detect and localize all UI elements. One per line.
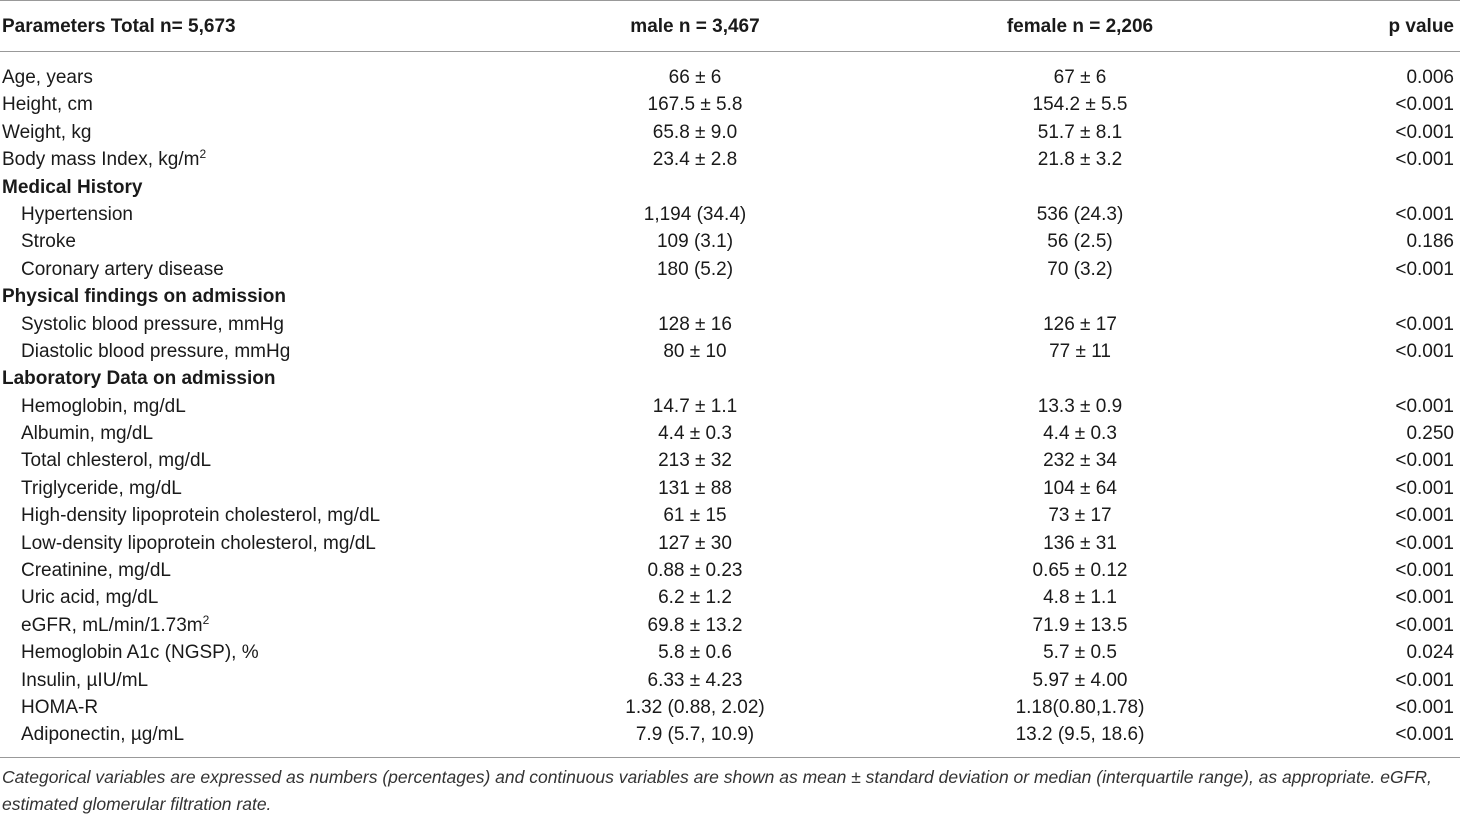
parameter-cell (21, 612, 209, 639)
table-row (0, 502, 1460, 529)
p-value-cell: <0.001 (1395, 94, 1454, 116)
female-value-cell: 51.7 ± 8.1 (1037, 121, 1123, 143)
parameter-label: Adiponectin, µg/mL (21, 724, 185, 746)
female-value-cell: 70 (3.2) (1047, 258, 1113, 280)
parameter-cell (21, 338, 290, 365)
parameter-label: High-density lipoprotein cholesterol, mg/dL (21, 505, 381, 527)
female-value-cell: 77 ± 11 (1049, 340, 1111, 362)
table-row (0, 338, 1460, 365)
table-row (0, 420, 1460, 447)
parameter-cell (2, 146, 206, 173)
table-row (0, 667, 1460, 694)
p-value-cell: 0.250 (1406, 423, 1454, 445)
parameter-label: Hemoglobin, mg/dL (21, 395, 186, 417)
female-value-cell: 13.3 ± 0.9 (1037, 395, 1123, 417)
p-value-cell: <0.001 (1395, 724, 1454, 746)
female-value-cell: 104 ± 64 (1043, 477, 1117, 499)
section-title: Physical findings on admission (2, 286, 286, 308)
p-value-cell: <0.001 (1395, 450, 1454, 472)
p-value-cell: <0.001 (1395, 560, 1454, 582)
section-title: Medical History (2, 176, 143, 198)
parameter-cell (2, 64, 93, 91)
parameter-label: Uric acid, mg/dL (21, 587, 159, 609)
parameter-cell (21, 447, 211, 474)
p-value-cell: <0.001 (1395, 340, 1454, 362)
parameter-label: Coronary artery disease (21, 258, 224, 280)
male-value-cell: 167.5 ± 5.8 (647, 94, 743, 116)
parameter-cell (21, 311, 284, 338)
female-value-cell: 4.8 ± 1.1 (1043, 587, 1117, 609)
parameter-label: Height, cm (2, 94, 93, 116)
table-row (0, 311, 1460, 338)
p-value-cell: <0.001 (1395, 614, 1454, 636)
parameter-label: Triglyceride, mg/dL (21, 477, 182, 499)
male-value-cell: 180 (5.2) (656, 258, 734, 280)
p-value-cell: <0.001 (1395, 313, 1454, 335)
male-value-cell: 66 ± 6 (668, 67, 722, 88)
parameter-label: Weight, kg (2, 121, 92, 143)
table-header-row (0, 0, 1460, 52)
table-row (0, 393, 1460, 420)
p-value-cell: <0.001 (1395, 477, 1454, 499)
p-value-cell: <0.001 (1395, 505, 1454, 527)
p-value-cell: 0.006 (1406, 67, 1454, 88)
female-value-cell: 126 ± 17 (1043, 313, 1117, 335)
parameter-cell (21, 475, 182, 502)
superscript: 2 (199, 147, 207, 162)
female-value-cell: 13.2 (9.5, 18.6) (1015, 724, 1145, 746)
parameter-cell (21, 584, 158, 611)
parameter-cell (21, 694, 98, 721)
female-value-cell: 536 (24.3) (1036, 203, 1124, 225)
table-row (0, 475, 1460, 502)
p-value-cell: <0.001 (1395, 696, 1454, 718)
male-value-cell: 5.8 ± 0.6 (658, 642, 732, 664)
male-value-cell: 6.2 ± 1.2 (658, 587, 732, 609)
parameter-label: Stroke (21, 231, 76, 253)
female-value-cell: 73 ± 17 (1048, 505, 1112, 527)
parameter-cell (21, 201, 133, 228)
table-row (0, 64, 1460, 91)
table-row (0, 639, 1460, 666)
parameter-label: Systolic blood pressure, mmHg (21, 313, 284, 335)
female-value-cell: 232 ± 34 (1043, 450, 1117, 472)
p-value-cell: <0.001 (1395, 669, 1454, 691)
parameter-label: Insulin, µIU/mL (21, 669, 149, 691)
table-row (0, 201, 1460, 228)
female-value-cell: 71.9 ± 13.5 (1032, 614, 1128, 636)
section-header-row (0, 365, 1460, 392)
parameter-label: HOMA-R (21, 696, 99, 718)
male-value-cell: 80 ± 10 (663, 340, 727, 362)
parameter-cell (2, 119, 91, 146)
male-value-cell: 213 ± 32 (658, 450, 732, 472)
table-bottom-rule (0, 757, 1460, 758)
parameter-label: Hemoglobin A1c (NGSP), % (21, 642, 259, 664)
male-value-cell: 1,194 (34.4) (643, 203, 747, 225)
parameter-cell (2, 91, 93, 118)
header-male: male n = 3,467 (630, 16, 760, 37)
female-value-cell: 5.7 ± 0.5 (1043, 642, 1117, 664)
parameter-label: Diastolic blood pressure, mmHg (21, 340, 291, 362)
section-header-row (0, 174, 1460, 201)
parameter-label: Body mass Index, kg/m (2, 149, 200, 171)
p-value-cell: <0.001 (1395, 203, 1454, 225)
female-value-cell: 4.4 ± 0.3 (1043, 423, 1117, 445)
table-row (0, 584, 1460, 611)
p-value-cell: <0.001 (1395, 587, 1454, 609)
parameter-label: Low-density lipoprotein cholesterol, mg/dL (21, 532, 376, 554)
male-value-cell: 23.4 ± 2.8 (652, 149, 738, 171)
table-row (0, 447, 1460, 474)
female-value-cell: 154.2 ± 5.5 (1032, 94, 1128, 116)
superscript: 2 (202, 612, 210, 627)
parameter-cell (21, 256, 224, 283)
section-header-row (0, 283, 1460, 310)
female-value-cell: 0.65 ± 0.12 (1032, 560, 1128, 582)
table-row (0, 228, 1460, 255)
table-row (0, 91, 1460, 118)
male-value-cell: 69.8 ± 13.2 (647, 614, 743, 636)
male-value-cell: 14.7 ± 1.1 (652, 395, 738, 417)
parameter-cell (21, 502, 380, 529)
p-value-cell: 0.186 (1406, 231, 1454, 253)
parameter-cell (21, 420, 153, 447)
table-row (0, 721, 1460, 748)
male-value-cell: 127 ± 30 (658, 532, 732, 554)
p-value-cell: <0.001 (1395, 258, 1454, 280)
parameter-label: Total chlesterol, mg/dL (21, 450, 212, 472)
male-value-cell: 128 ± 16 (658, 313, 732, 335)
p-value-cell: <0.001 (1395, 532, 1454, 554)
female-value-cell: 67 ± 6 (1053, 67, 1107, 88)
female-value-cell: 1.18(0.80,1.78) (1015, 696, 1145, 718)
male-value-cell: 0.88 ± 0.23 (647, 560, 743, 582)
male-value-cell: 109 (3.1) (656, 231, 734, 253)
male-value-cell: 61 ± 15 (663, 505, 727, 527)
table-row (0, 530, 1460, 557)
parameter-cell (21, 530, 376, 557)
female-value-cell: 136 ± 31 (1043, 532, 1117, 554)
male-value-cell: 7.9 (5.7, 10.9) (635, 724, 755, 746)
male-value-cell: 65.8 ± 9.0 (652, 121, 738, 143)
parameter-cell (21, 393, 186, 420)
table-row (0, 256, 1460, 283)
female-value-cell: 5.97 ± 4.00 (1032, 669, 1128, 691)
header-female: female n = 2,206 (1006, 16, 1154, 37)
parameter-cell (21, 557, 171, 584)
parameter-label: Hypertension (21, 203, 133, 225)
parameter-cell (21, 228, 76, 255)
header-parameters: Parameters Total n= 5,673 (2, 16, 236, 37)
male-value-cell: 6.33 ± 4.23 (647, 669, 743, 691)
parameter-cell (21, 639, 259, 666)
parameter-label: Creatinine, mg/dL (21, 560, 171, 582)
table-row (0, 557, 1460, 584)
p-value-cell: <0.001 (1395, 149, 1454, 171)
section-title: Laboratory Data on admission (2, 368, 276, 390)
table-body (0, 52, 1460, 749)
parameter-label: Albumin, mg/dL (21, 423, 154, 445)
parameter-cell (21, 721, 184, 748)
table-footnote: Categorical variables are expressed as numbers (percentages) and continuous variables are shown as mean ± standard deviation or median (interquartile range), as appropriate. eGFR, estimated glomerular filtration rate. (2, 767, 1432, 814)
table-row (0, 146, 1460, 173)
p-value-cell: <0.001 (1395, 121, 1454, 143)
header-p-value: p value (1388, 16, 1454, 37)
table-row (0, 119, 1460, 146)
female-value-cell: 21.8 ± 3.2 (1037, 149, 1123, 171)
table-row (0, 612, 1460, 639)
male-value-cell: 131 ± 88 (658, 477, 732, 499)
male-value-cell: 1.32 (0.88, 2.02) (625, 696, 765, 718)
p-value-cell: <0.001 (1395, 395, 1454, 417)
male-value-cell: 4.4 ± 0.3 (658, 423, 732, 445)
female-value-cell: 56 (2.5) (1047, 231, 1113, 253)
parameter-label: eGFR, mL/min/1.73m (21, 614, 203, 636)
p-value-cell: 0.024 (1406, 642, 1454, 664)
table-row (0, 694, 1460, 721)
parameter-label: Age, years (2, 67, 93, 88)
parameter-cell (21, 667, 148, 694)
